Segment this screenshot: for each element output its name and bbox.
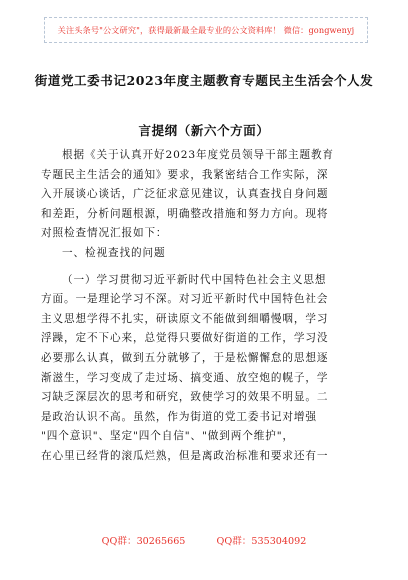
paragraph-line: 方面。一是理论学习不深。对习近平新时代中国特色社会 (41, 293, 329, 306)
paragraph-line: 入开展谈心谈话，广泛征求意见建议，认真查找自身问题 (41, 188, 329, 201)
section-heading: 一、检视查找的问题 (62, 246, 166, 259)
document-title-line-1: 街道党工委书记2023年度主题教育专题民主生活会个人发 (34, 73, 374, 88)
paragraph-line: 根据《关于认真开好2023年度党员领导干部主题教育 (62, 149, 334, 161)
header-banner: 关注头条号"公文研究"，获得最新最全最专业的公文资料库！ 微信：gongwenyj (44, 17, 368, 43)
paragraph-line: 主义思想学得不扎实，研读原文不能做到细嚼慢咽，学习 (41, 312, 329, 325)
paragraph-line: 浮躁，定不下心来，总觉得只要做好街道的工作，学习没 (41, 332, 329, 345)
footer-qq-group-2: QQ群：535304092 (216, 536, 307, 547)
footer-contact (0, 533, 408, 547)
paragraph-line: 在心里已经背的滚瓜烂熟，但是离政治标准和要求还有一 (41, 449, 329, 462)
paragraph-line: 和差距，分析问题根源，明确整改措施和努力方向。现将 (41, 207, 329, 220)
paragraph-line: （一）学习贯彻习近平新时代中国特色社会主义思想 (62, 273, 327, 286)
document-body (41, 146, 367, 467)
paragraph-line: "四个意识"、坚定"四个自信"、"做到两个维护"， (41, 430, 295, 443)
paragraph-line: 是政治认识不高。虽然，作为街道的党工委书记对增强 (41, 410, 317, 423)
paragraph-line: 渐滋生，学习变成了走过场、搞变通、放空炮的幌子，学 (41, 371, 329, 384)
paragraph-line: 必要那么认真，做到五分就够了，于是松懈懈怠的思想逐 (41, 351, 329, 364)
paragraph-line: 习缺乏深层次的思考和研究，致使学习的效果不明显。二 (41, 391, 329, 404)
footer-qq-group-1: QQ群：30265665 (101, 536, 186, 547)
paragraph-line: 专题民主生活会的通知》要求，我紧密结合工作实际，深 (41, 168, 329, 181)
document-title-line-2: 言提纲（新六个方面） (138, 123, 270, 138)
paragraph-line: 对照检查情况汇报如下： (41, 227, 168, 240)
